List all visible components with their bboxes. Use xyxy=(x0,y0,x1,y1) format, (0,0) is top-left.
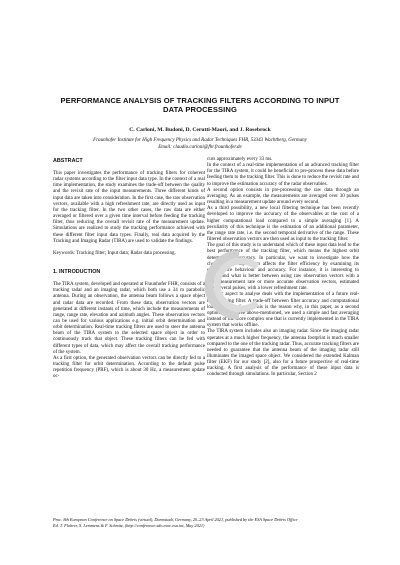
right-paragraph-1: curs approximately every 33 ms. xyxy=(207,157,273,162)
right-paragraph-3: A second option consists in pre-processing the raw data through an averaging. As an example, the measurements are averaged over 30 pulses resulting in a measurement update around every second. xyxy=(207,187,359,206)
affiliation-institute: Fraunhofer Institute for High Frequency Physics and Radar Techniques FHR, 53343 Wachtberg, Germany xyxy=(93,138,307,143)
right-paragraph-6: Another aspect to analyse deals with the implementation of a future real-time tracking filter. A trade-off between filter accuracy and computational load has to be found. This is the reason why, in this paper, as a second option of the three above-mentioned, we used a simple and fast averaging instead of the more complex one that is currently implemented in the TIRA system that works offline. xyxy=(207,292,359,329)
abstract-text: This paper investigates the performance of tracking filters for coherent radar systems according to the filter input data type. In the context of a real time implementation, the study examines the trade-off between the quality and the revisit rate of the input measurements. Three different kinds of input data are taken into consideration. In the first case, the raw observation vectors, available with a high refreshment rate, are directly used as input for the tracking filter. In the two other cases, the raw data are either averaged or filtered over a given time interval before feeding the tracking filter, thus reducing the overall revisit rate of the measurement update. Simulations are realized to study the tracking performance achieved with these different filter input data types. Finally, real data acquired by the Tracking and Imaging Radar (TIRA) are used to validate the findings. xyxy=(53,171,205,244)
right-column xyxy=(207,157,359,379)
proceedings-footer xyxy=(53,517,353,529)
right-paragraph-4: As a third possibility, a new local filtering technique has been recently developed to improve the accuracy of the observables at the cost of a higher computational load compared to a simple averaging [1]. A peculiarity of this technique is the estimation of an additional parameter, the range rate rate, i.e. the second temporal derivative of the range. These filtered observation vectors are then used as input to the tracking filter. xyxy=(207,206,359,243)
author-list: C. Carloni, M. Budoni, D. Cerutti-Maori, and J. Rosebrock xyxy=(129,127,271,133)
footer-line-2: Ed. T. Flohrer, S. Lemmens & F. Schmitz, (http://conference.sdo.esoc.esa.int, May 2021) xyxy=(53,523,205,528)
introduction-heading: 1. INTRODUCTION xyxy=(53,269,101,276)
affiliation-email: Email: claudio.carloni@fhr.fraunhofer.de xyxy=(158,144,242,150)
abstract-heading: ABSTRACT xyxy=(53,158,83,164)
right-paragraph-7: The TIRA system includes also an imaging radar. Since the imaging radar operates at a much higher frequency, the antenna footprint is much smaller compared to the one of the tracking radar. Thus, accurate tracking filters are needed to guarantee that the antenna beam of the imaging radar still illuminates the imaged space object. We considered the extended Kalman filter (EKF) for our study [2], also for a future prospective of real-time tracking. A first analysis of the performance of these input data is conducted through simulations. In particular, Section 2 xyxy=(207,329,359,378)
right-paragraph-5: The goal of this study is to understand which of these input data lead to the best performance of the tracking filter, which means the highest orbit determination accuracy. In particular, we want to investigate how the choice of the input data affects the filter efficiency by examining its convergence behaviour and accuracy. For instance, it is interesting to understand what is better between using raw observation vectors with a high measurement rate or more accurate observation vectors, estimated over several pulses, with a lower refreshment rate. xyxy=(207,243,359,292)
left-column xyxy=(53,158,205,381)
right-paragraph-2: In the context of a real-time implementation of an advanced tracking filter for the TIRA system, it could be beneficial to pre-process these data before feeding them to the tracking filter. This is done to reduce the revisit rate and to improve the estimation accuracy of the radar observables. xyxy=(207,163,359,187)
intro-paragraph-1: The TIRA system, developed and operated at Fraunhofer FHR, consists of a tracking radar and an imaging radar, which both use a 34 m parabolic antenna. During an observation, the antenna beam follows a space object and radar data are recorded. From these data, observation vectors are generated at different instants of time, which include the measurements of range, range rate, elevation and azimuth angles. These observation vectors can be used for various applications e.g. initial orbit determination and orbit determination. Real-time tracking filters are used to steer the antenna beam of the TIRA system to the selected space object in order to continuously track that object. These tracking filters can be fed with different types of data, which may affect the overall tracking performance of the system. xyxy=(53,282,205,355)
paper-title: PERFORMANCE ANALYSIS OF TRACKING FILTERS ACCORDING TO INPUT DATA PROCESSING xyxy=(60,96,340,115)
affiliation xyxy=(40,138,360,151)
keywords: Keywords: Tracking filter; Input data; Radar data processing. xyxy=(53,250,176,256)
footer-line-1: Proc. 8th European Conference on Space Debris (virtual), Darmstadt, Germany, 20–23 April 2021, published by the ESA Space Debris Office xyxy=(53,517,298,522)
intro-paragraph-2: As a first option, the generated observation vectors can be directly fed to a tracking filter for orbit determination. According to the default pulse repetition frequency (PRF), which is about 30 Hz, a measurement update oc- xyxy=(53,355,205,380)
